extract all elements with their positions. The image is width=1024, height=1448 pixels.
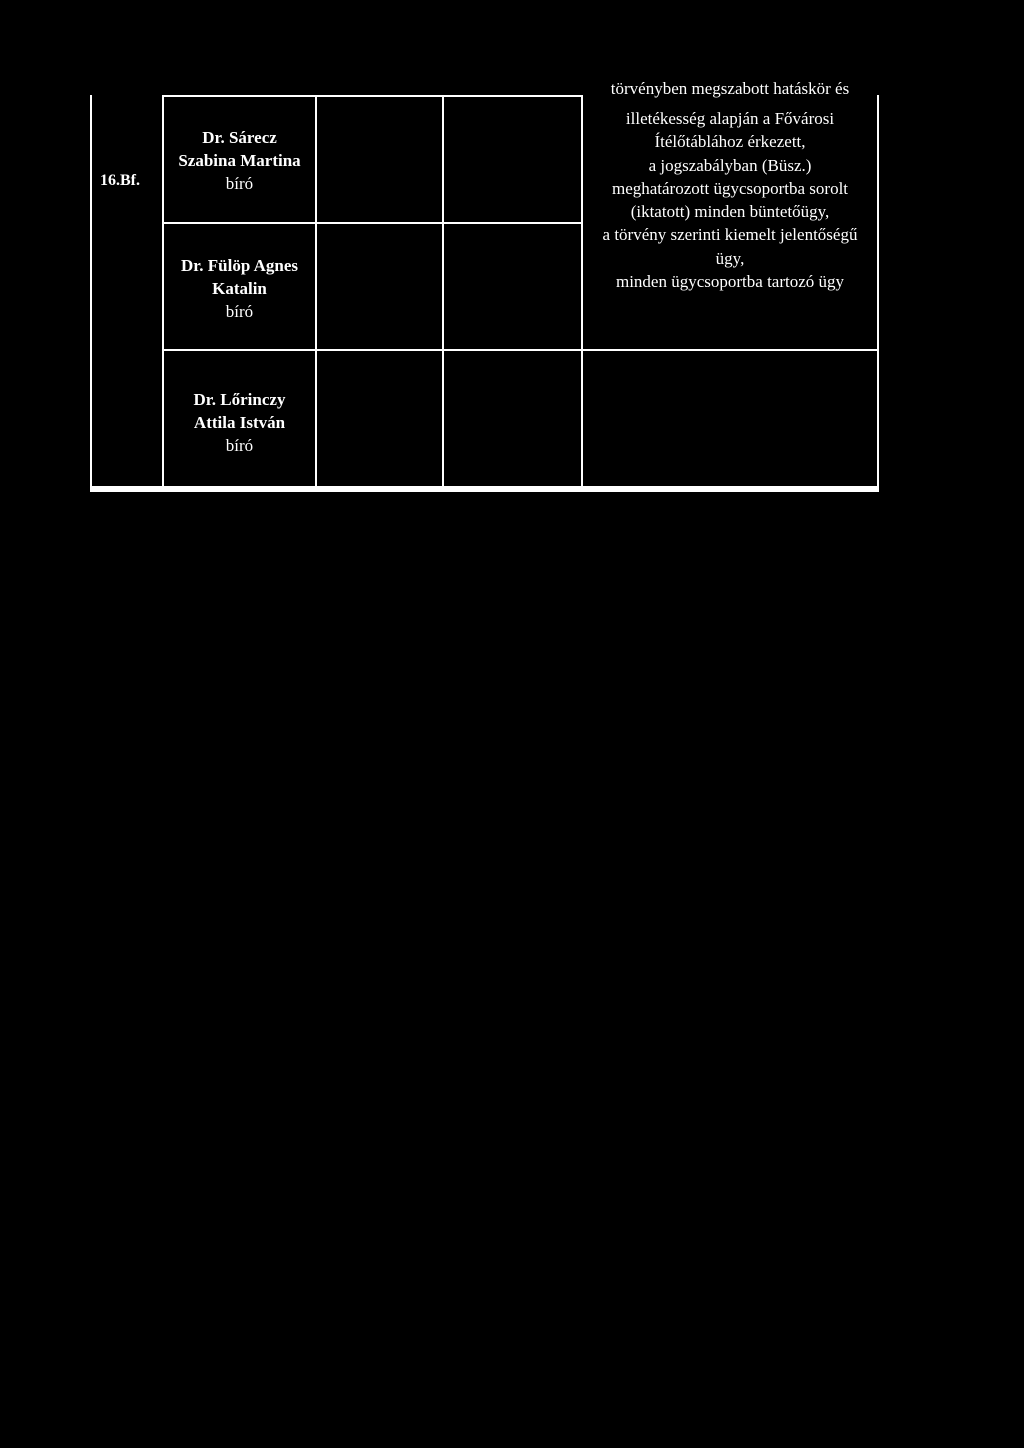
description-line: a jogszabályban (Büsz.) bbox=[648, 155, 812, 175]
judge-name-line2: Katalin bbox=[212, 279, 267, 298]
case-description-cell bbox=[583, 79, 877, 293]
judge-name-line1: Dr. Lőrinczy bbox=[193, 390, 286, 409]
description-line: illetékesség alapján a Fővárosi bbox=[625, 109, 835, 128]
judge-role: bíró bbox=[225, 302, 254, 321]
description-line: meghatározott ügycsoportba sorolt bbox=[611, 178, 849, 198]
table-right-border bbox=[877, 95, 879, 492]
judge-cell bbox=[164, 126, 315, 195]
description-line-cut: törvényben megszabott hatáskör és bbox=[610, 79, 850, 98]
judge-name-line2: Szabina Martina bbox=[178, 151, 301, 170]
table-row-divider-1 bbox=[163, 222, 583, 224]
judge-role: bíró bbox=[225, 174, 254, 193]
judge-role: bíró bbox=[225, 436, 254, 455]
description-line: ügy, bbox=[715, 248, 745, 268]
description-line: minden ügycsoportba tartozó ügy bbox=[615, 272, 845, 292]
judge-cell bbox=[164, 388, 315, 457]
description-line: Ítélőtáblához érkezett, bbox=[654, 132, 806, 152]
table-row-divider-2 bbox=[163, 349, 879, 351]
table-bottom-border bbox=[90, 486, 879, 492]
table-column-divider-3 bbox=[442, 95, 444, 487]
judge-cell bbox=[164, 254, 315, 323]
row-label: 16.Bf. bbox=[100, 172, 140, 189]
table-top-border bbox=[163, 95, 583, 97]
judge-name-line1: Dr. Fülöp Agnes bbox=[181, 256, 298, 275]
judge-name-line2: Attila István bbox=[193, 413, 286, 432]
description-line: (iktatott) minden büntetőügy, bbox=[630, 202, 830, 222]
table-column-divider-2 bbox=[315, 95, 317, 487]
table-left-border bbox=[90, 95, 92, 492]
judge-name-line1: Dr. Sárecz bbox=[202, 128, 277, 147]
description-line: a törvény szerinti kiemelt jelentőségű bbox=[602, 225, 858, 245]
